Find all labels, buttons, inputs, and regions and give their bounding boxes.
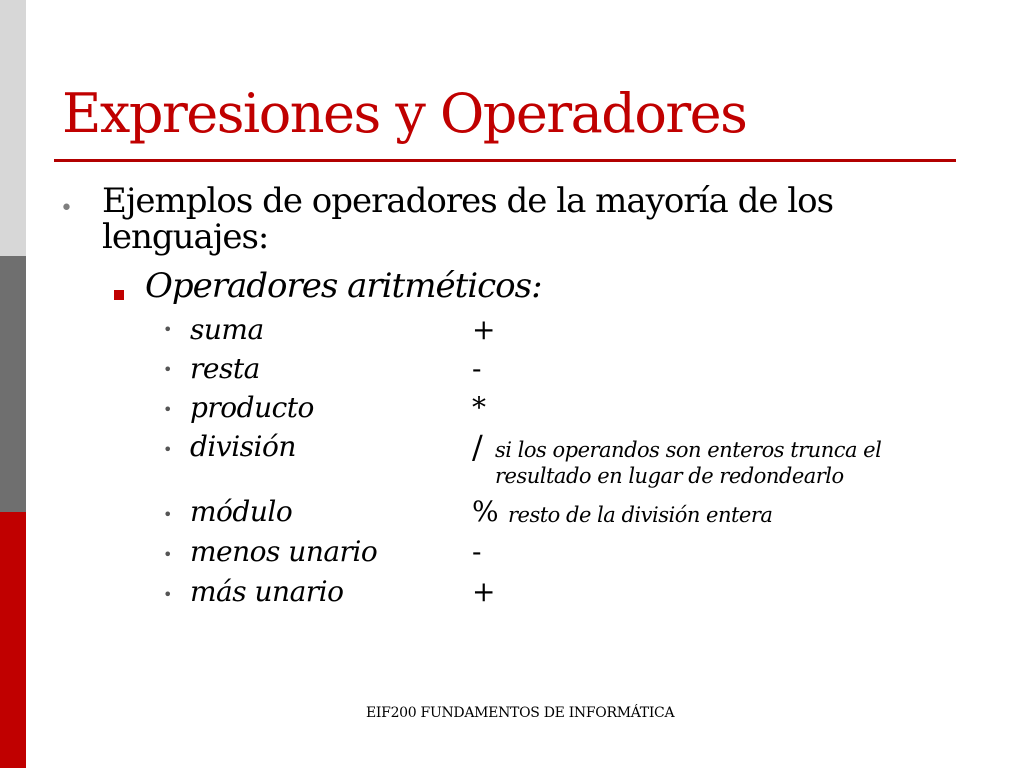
bullet-dot-level3: • (163, 585, 173, 604)
square-bullet-icon (114, 290, 124, 300)
operator-symbol: - (472, 535, 482, 568)
operator-name: suma (190, 313, 264, 346)
bullet-level1-line2: lenguajes: (102, 217, 269, 257)
operator-symbol: + (472, 313, 496, 346)
sidebar-segment-light (0, 0, 26, 256)
operator-note-line1: resto de la división entera (508, 503, 773, 527)
bullet-dot-level3: • (163, 400, 173, 419)
bullet-dot-level3: • (163, 505, 173, 524)
bullet-dot-level3: • (163, 320, 173, 339)
bullet-dot-level3: • (163, 360, 173, 379)
operator-name: división (190, 430, 296, 463)
bullet-level2: Operadores aritméticos: (145, 266, 542, 306)
operator-symbol: - (472, 352, 482, 385)
operator-name: más unario (190, 575, 344, 608)
operator-note-line2: resultado en lugar de redondearlo (495, 464, 844, 488)
operator-note-line1: si los operandos son enteros trunca el (495, 438, 882, 462)
title-underline (54, 159, 956, 162)
bullet-level1-line1: Ejemplos de operadores de la mayoría de los (102, 181, 834, 221)
operator-name: producto (190, 391, 314, 424)
operator-symbol: / (472, 428, 483, 466)
sidebar-segment-red (0, 512, 26, 768)
operator-symbol: % (472, 495, 499, 528)
bullet-dot-level3: • (163, 545, 173, 564)
operator-name: menos unario (190, 535, 378, 568)
operator-name: resta (190, 352, 260, 385)
slide-title: Expresiones y Operadores (62, 82, 747, 145)
operator-symbol: + (472, 575, 496, 608)
slide-sidebar (0, 0, 26, 768)
operator-name: módulo (190, 495, 293, 528)
slide-footer: EIF200 FUNDAMENTOS DE INFORMÁTICA (366, 705, 675, 721)
bullet-dot-level1: • (60, 196, 73, 221)
operator-symbol: * (472, 391, 486, 424)
bullet-dot-level3: • (163, 440, 173, 459)
sidebar-segment-gray (0, 256, 26, 512)
